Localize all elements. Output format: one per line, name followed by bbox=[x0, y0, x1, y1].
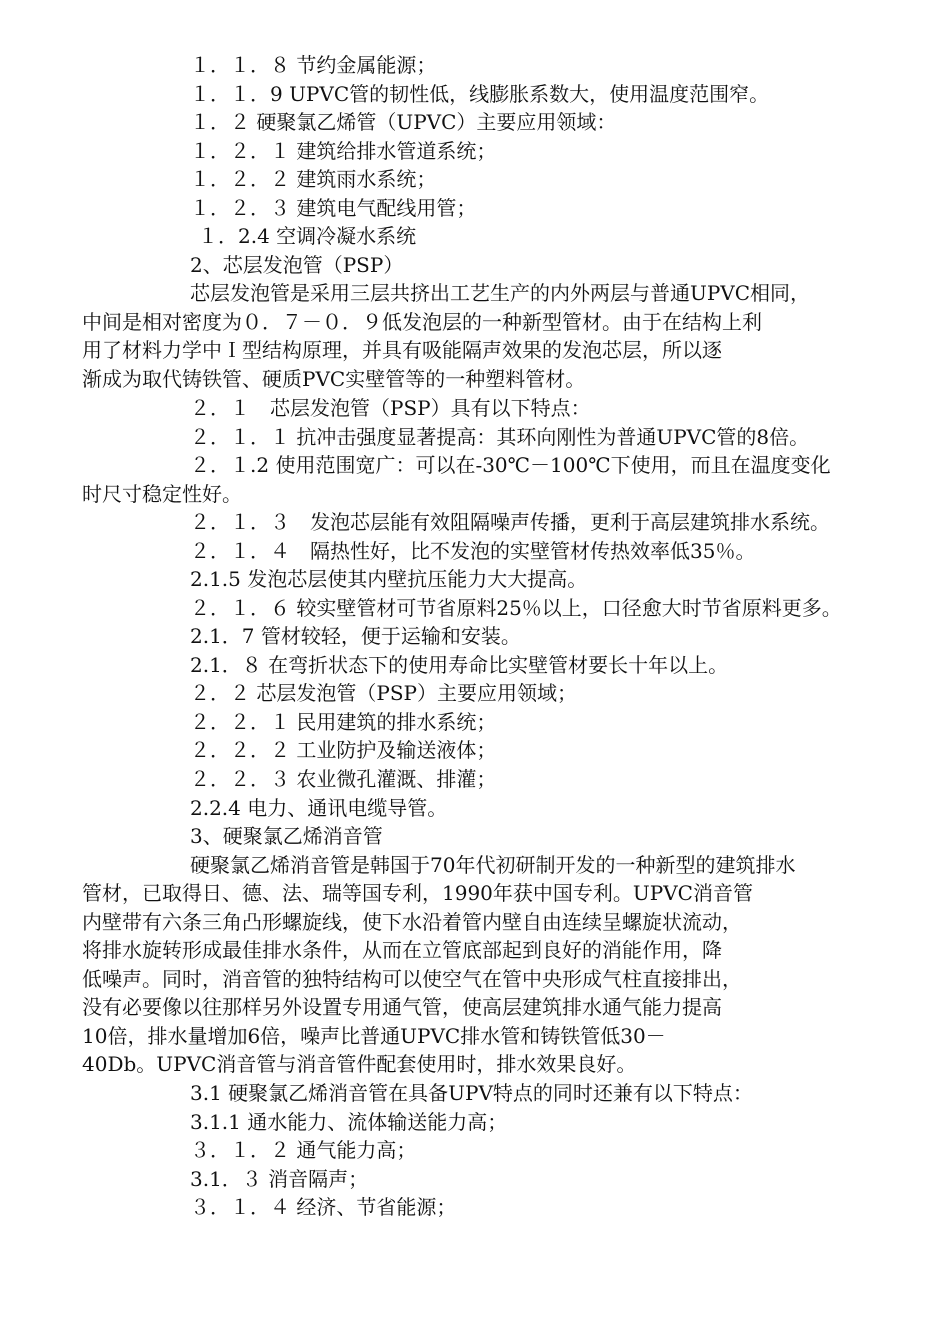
text-line: 渐成为取代铸铁管、硬质PVC实壁管等的一种塑料管材。 bbox=[82, 367, 586, 391]
text-line: １．２．３ 建筑电气配线用管； bbox=[190, 196, 477, 220]
text-line: 3.1．３ 消音隔声； bbox=[190, 1167, 369, 1191]
text-line: 低噪声。同时，消音管的独特结构可以使空气在管中央形成气柱直接排出， bbox=[82, 967, 742, 991]
text-line: 2.1．８ 在弯折状态下的使用寿命比实壁管材要长十年以上。 bbox=[190, 653, 729, 677]
text-line: １．１．８ 节约金属能源； bbox=[190, 53, 437, 77]
text-line: ３．１．４ 经济、节省能源； bbox=[190, 1195, 457, 1219]
text-line: ２．１．３ 发泡芯层能有效阻隔噪声传播，更利于高层建筑排水系统。 bbox=[190, 510, 830, 534]
text-line: 没有必要像以往那样另外设置专用通气管，使高层建筑排水通气能力提高 bbox=[82, 995, 722, 1019]
text-line: ２．１．１ 抗冲击强度显著提高：其环向刚性为普通UPVC管的8倍。 bbox=[190, 425, 810, 449]
text-line: ２．２．３ 农业微孔灌溉、排灌； bbox=[190, 767, 497, 791]
text-line: １．２．２ 建筑雨水系统； bbox=[190, 167, 437, 191]
text-line: ２．２．１ 民用建筑的排水系统； bbox=[190, 710, 497, 734]
text-line: 将排水旋转形成最佳排水条件，从而在立管底部起到良好的消能作用，降 bbox=[82, 938, 722, 962]
text-line: 芯层发泡管是采用三层共挤出工艺生产的内外两层与普通UPVC相同， bbox=[190, 281, 811, 305]
text-line: 管材，已取得日、德、法、瑞等国专利，1990年获中国专利。UPVC消音管 bbox=[82, 881, 753, 905]
text-line: 40Db。UPVC消音管与消音管件配套使用时，排水效果良好。 bbox=[82, 1052, 637, 1076]
text-line: ２．１ 芯层发泡管（PSP）具有以下特点： bbox=[190, 396, 591, 420]
text-line: 2.1．7 管材较轻，便于运输和安装。 bbox=[190, 624, 521, 648]
section-heading: 2、芯层发泡管（PSP） bbox=[190, 253, 404, 277]
text-line: 中间是相对密度为０．７－０．９低发泡层的一种新型管材。由于在结构上利 bbox=[82, 310, 762, 334]
text-line: ２．１.2 使用范围宽广：可以在-30℃－100℃下使用，而且在温度变化 bbox=[190, 453, 831, 477]
text-line: 3.1.1 通水能力、流体输送能力高； bbox=[190, 1110, 508, 1134]
text-line: 用了材料力学中Ｉ型结构原理，并具有吸能隔声效果的发泡芯层，所以逐 bbox=[82, 338, 722, 362]
text-line: １．2.4 空调冷凝水系统 bbox=[198, 224, 417, 248]
text-line: １．２ 硬聚氯乙烯管（UPVC）主要应用领域： bbox=[190, 110, 617, 134]
text-line: ２．１．４ 隔热性好，比不发泡的实壁管材传热效率低35％。 bbox=[190, 539, 756, 563]
text-line: 10倍，排水量增加6倍，噪声比普通UPVC排水管和铸铁管低30－ bbox=[82, 1024, 666, 1048]
text-line: ２．２ 芯层发泡管（PSP）主要应用领域； bbox=[190, 681, 577, 705]
text-line: 3.1 硬聚氯乙烯消音管在具备UPV特点的同时还兼有以下特点： bbox=[190, 1081, 753, 1105]
section-heading: 3、硬聚氯乙烯消音管 bbox=[190, 824, 383, 848]
text-line: 2.2.4 电力、通讯电缆导管。 bbox=[190, 796, 448, 820]
text-line: 内壁带有六条三角凸形螺旋线，使下水沿着管内壁自由连续呈螺旋状流动， bbox=[82, 910, 742, 934]
text-line: １．１．9 UPVC管的韧性低，线膨胀系数大，使用温度范围窄。 bbox=[190, 82, 770, 106]
text-line: 时尺寸稳定性好。 bbox=[82, 482, 242, 506]
text-line: 2.1.5 发泡芯层使其内壁抗压能力大大提高。 bbox=[190, 567, 588, 591]
text-line: ３．１．２ 通气能力高； bbox=[190, 1138, 417, 1162]
text-line: ２．２．２ 工业防护及输送液体； bbox=[190, 738, 497, 762]
text-line: ２．１．６ 较实壁管材可节省原料25％以上，口径愈大时节省原料更多。 bbox=[190, 596, 842, 620]
text-line: １．２．１ 建筑给排水管道系统； bbox=[190, 139, 497, 163]
text-line: 硬聚氯乙烯消音管是韩国于70年代初研制开发的一种新型的建筑排水 bbox=[190, 853, 796, 877]
